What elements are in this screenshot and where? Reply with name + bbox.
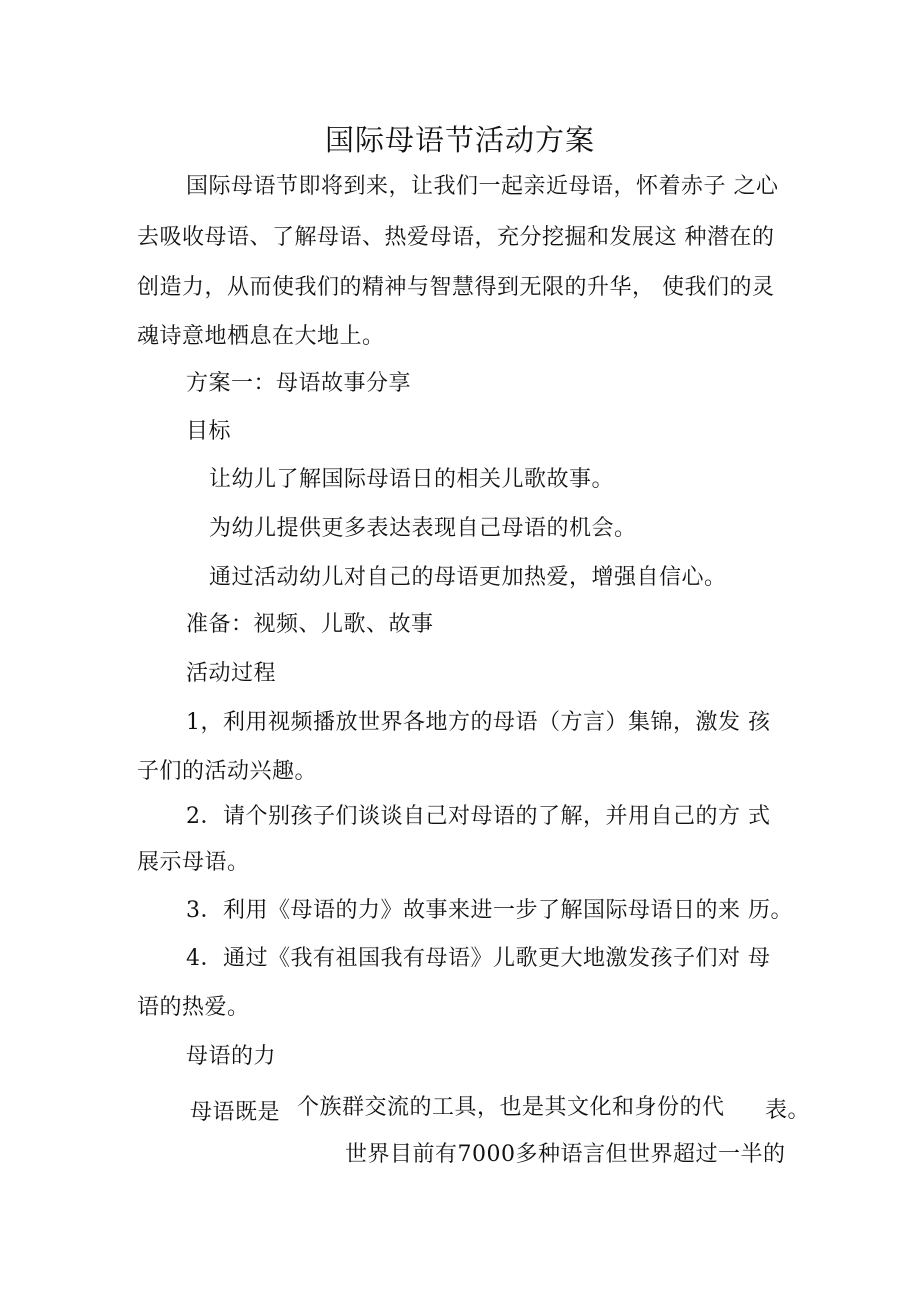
step-2-line-1: 2．请个别孩子们谈谈自己对母语的了解，并用自己的方 式 xyxy=(186,804,771,829)
step-2-line-2: 展示母语。 xyxy=(137,850,250,875)
plan-one-heading: 方案一：母语故事分享 xyxy=(186,371,412,396)
goal-item: 让幼儿了解国际母语日的相关儿歌故事。 xyxy=(209,467,615,492)
preparation-line: 准备：视频、儿歌、故事 xyxy=(186,612,434,637)
step-1-line-2: 子们的活动兴趣。 xyxy=(137,759,318,784)
process-heading: 活动过程 xyxy=(186,661,277,686)
intro-line-2: 去吸收母语、了解母语、热爱母语，充分挖掘和发展这 种潜在的 xyxy=(137,225,775,250)
story-line-2: 世界目前有7000多种语言但世界超过一半的 xyxy=(345,1142,786,1167)
intro-line-4: 魂诗意地栖息在大地上。 xyxy=(137,324,385,349)
goal-item: 为幼儿提供更多表达表现自己母语的机会。 xyxy=(209,516,637,541)
goal-item: 通过活动幼儿对自己的母语更加热爱，增强自信心。 xyxy=(209,565,727,590)
step-4-line-2: 语的热爱。 xyxy=(137,995,250,1020)
story-heading: 母语的力 xyxy=(186,1044,277,1069)
intro-line-1: 国际母语节即将到来，让我们一起亲近母语，怀着赤子 之心 xyxy=(186,174,779,199)
document-title: 国际母语节活动方案 xyxy=(324,123,595,157)
step-4-line-1: 4．通过《我有祖国我有母语》儿歌更大地激发孩子们对 母 xyxy=(186,946,771,971)
goal-heading: 目标 xyxy=(186,419,232,444)
story-line-1-middle: 个族群交流的工具，也是其文化和身份的代 xyxy=(297,1095,725,1120)
story-line-1-start: 母语既是 xyxy=(190,1100,281,1125)
step-3-line-1: 3．利用《母语的力》故事来进一步了解国际母语日的来 历。 xyxy=(186,898,793,923)
story-line-1-end: 表。 xyxy=(765,1098,811,1123)
intro-line-3: 创造力，从而使我们的精神与智慧得到无限的升华， 使我们的灵 xyxy=(137,275,775,300)
step-1-line-1: 1，利用视频播放世界各地方的母语（方言）集锦，激发 孩 xyxy=(186,710,771,735)
